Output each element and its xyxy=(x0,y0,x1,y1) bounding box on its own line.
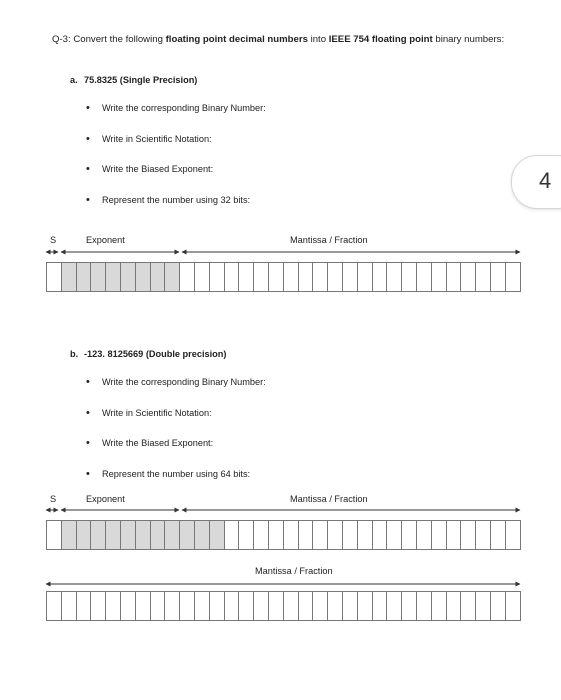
bit-cell[interactable] xyxy=(195,520,210,550)
list-item: • Write the Biased Exponent: xyxy=(86,164,266,195)
bit-cell[interactable] xyxy=(77,591,92,621)
bit-cell[interactable] xyxy=(91,591,106,621)
bit-cell[interactable] xyxy=(387,520,402,550)
list-item: • Write the corresponding Binary Number: xyxy=(86,377,266,408)
bit-cell[interactable] xyxy=(210,262,225,292)
bit-cell[interactable] xyxy=(284,262,299,292)
list-item: • Represent the number using 32 bits: xyxy=(86,195,266,226)
bit-cell[interactable] xyxy=(358,591,373,621)
bit-cell[interactable] xyxy=(491,262,506,292)
bit-cell[interactable] xyxy=(328,591,343,621)
part-b-label: b. xyxy=(70,349,79,359)
bit-cell[interactable] xyxy=(461,262,476,292)
bit-cell[interactable] xyxy=(417,591,432,621)
bit-cell[interactable] xyxy=(373,520,388,550)
bit-cell[interactable] xyxy=(387,591,402,621)
bit-cell[interactable] xyxy=(432,591,447,621)
bit-cell[interactable] xyxy=(299,520,314,550)
bit-cell[interactable] xyxy=(165,262,180,292)
bit-cell[interactable] xyxy=(62,520,77,550)
bit-cell[interactable] xyxy=(491,520,506,550)
bit-cell[interactable] xyxy=(121,520,136,550)
bit-cell[interactable] xyxy=(225,591,240,621)
bit-cell[interactable] xyxy=(328,262,343,292)
part-b-title xyxy=(70,349,226,359)
bit-cell[interactable] xyxy=(476,591,491,621)
bit-cell[interactable] xyxy=(121,591,136,621)
bit-cell[interactable] xyxy=(106,591,121,621)
question-mid: into xyxy=(307,34,329,45)
bit-cell[interactable] xyxy=(506,520,521,550)
mantissa-label: Mantissa / Fraction xyxy=(290,235,368,245)
bit-cell[interactable] xyxy=(476,520,491,550)
bit-cell[interactable] xyxy=(447,520,462,550)
bit-cell[interactable] xyxy=(47,262,62,292)
question-bold-1: floating point decimal numbers xyxy=(165,34,308,45)
bit-row-64-first xyxy=(46,520,521,550)
bit-cell[interactable] xyxy=(165,520,180,550)
bit-cell[interactable] xyxy=(225,520,240,550)
sign-label: S xyxy=(50,235,57,245)
continuation-mantissa-label: Mantissa / Fraction xyxy=(255,566,333,576)
bit-cell[interactable] xyxy=(239,262,254,292)
bit-cell[interactable] xyxy=(136,591,151,621)
bit-cell[interactable] xyxy=(106,520,121,550)
part-b-bullet-list xyxy=(86,377,266,499)
bit-cell[interactable] xyxy=(387,262,402,292)
bit-cell[interactable] xyxy=(77,262,92,292)
bit-cell[interactable] xyxy=(491,591,506,621)
bit-cell[interactable] xyxy=(180,262,195,292)
bit-cell[interactable] xyxy=(299,262,314,292)
bit-cell[interactable] xyxy=(269,520,284,550)
bit-cell[interactable] xyxy=(343,520,358,550)
part-b-heading: -123. 8125669 (Double precision) xyxy=(84,349,227,359)
bit-cell[interactable] xyxy=(180,520,195,550)
bit-cell[interactable] xyxy=(284,520,299,550)
bit-cell[interactable] xyxy=(402,262,417,292)
bit-cell[interactable] xyxy=(77,520,92,550)
bit-cell[interactable] xyxy=(151,262,166,292)
bit-cell[interactable] xyxy=(432,262,447,292)
bit-cell[interactable] xyxy=(195,591,210,621)
part-a-bullet-list xyxy=(86,103,266,225)
bit-cell[interactable] xyxy=(313,591,328,621)
bit-row-64-second xyxy=(46,591,521,621)
bit-cell[interactable] xyxy=(91,520,106,550)
bit-cell[interactable] xyxy=(461,520,476,550)
bit-cell[interactable] xyxy=(313,520,328,550)
bit-cell[interactable] xyxy=(47,520,62,550)
bit-cell[interactable] xyxy=(269,262,284,292)
bit-cell[interactable] xyxy=(180,591,195,621)
bit-cell[interactable] xyxy=(254,591,269,621)
exponent-label: Exponent xyxy=(86,494,125,504)
question-prefix: Q-3: Convert the following xyxy=(52,34,166,45)
mantissa-label: Mantissa / Fraction xyxy=(290,494,368,504)
bit-cell[interactable] xyxy=(136,520,151,550)
list-item: • Write in Scientific Notation: xyxy=(86,408,266,439)
bit-cell[interactable] xyxy=(358,262,373,292)
bit-cell[interactable] xyxy=(447,262,462,292)
bit-cell[interactable] xyxy=(239,520,254,550)
part-a-label: a. xyxy=(70,75,78,85)
bit-cell[interactable] xyxy=(210,520,225,550)
list-item: • Write in Scientific Notation: xyxy=(86,134,266,165)
bit-cell[interactable] xyxy=(506,591,521,621)
bit-cell[interactable] xyxy=(151,591,166,621)
bit-cell[interactable] xyxy=(225,262,240,292)
bit-cell[interactable] xyxy=(239,591,254,621)
bit-cell[interactable] xyxy=(402,520,417,550)
bit-cell[interactable] xyxy=(358,520,373,550)
bit-cell[interactable] xyxy=(461,591,476,621)
bit-cell[interactable] xyxy=(151,520,166,550)
part-a-title xyxy=(70,75,197,85)
bit-cell[interactable] xyxy=(136,262,151,292)
bit-cell[interactable] xyxy=(254,520,269,550)
bit-cell[interactable] xyxy=(121,262,136,292)
bit-cell[interactable] xyxy=(343,262,358,292)
bit-cell[interactable] xyxy=(447,591,462,621)
bit-cell[interactable] xyxy=(328,520,343,550)
exponent-label: Exponent xyxy=(86,235,125,245)
question-bold-2: IEEE 754 floating point xyxy=(328,34,433,45)
bit-cell[interactable] xyxy=(284,591,299,621)
question-suffix: binary numbers: xyxy=(432,34,505,45)
bit-cell[interactable] xyxy=(195,262,210,292)
bit-cell[interactable] xyxy=(402,591,417,621)
bit-cell[interactable] xyxy=(299,591,314,621)
bit-cell[interactable] xyxy=(106,262,121,292)
bit-cell[interactable] xyxy=(254,262,269,292)
sign-label: S xyxy=(50,494,57,504)
bit-cell[interactable] xyxy=(269,591,284,621)
bit-cell[interactable] xyxy=(506,262,521,292)
bit-cell[interactable] xyxy=(62,591,77,621)
bit-cell[interactable] xyxy=(417,262,432,292)
bit-cell[interactable] xyxy=(476,262,491,292)
list-item: • Write the corresponding Binary Number: xyxy=(86,103,266,134)
bit-cell[interactable] xyxy=(210,591,225,621)
bit-row-32 xyxy=(46,262,521,292)
bit-cell[interactable] xyxy=(343,591,358,621)
page-number-badge[interactable] xyxy=(511,155,561,209)
bit-cell[interactable] xyxy=(62,262,77,292)
list-item: • Write the Biased Exponent: xyxy=(86,438,266,469)
bit-cell[interactable] xyxy=(373,591,388,621)
page-number: 4 xyxy=(539,168,552,193)
bit-cell[interactable] xyxy=(417,520,432,550)
bit-cell[interactable] xyxy=(165,591,180,621)
bit-cell[interactable] xyxy=(373,262,388,292)
bit-cell[interactable] xyxy=(432,520,447,550)
part-a-heading: 75.8325 (Single Precision) xyxy=(84,75,198,85)
bit-cell[interactable] xyxy=(91,262,106,292)
question-text xyxy=(52,33,522,46)
bit-cell[interactable] xyxy=(47,591,62,621)
list-item: • Represent the number using 64 bits: xyxy=(86,469,266,500)
bit-cell[interactable] xyxy=(313,262,328,292)
